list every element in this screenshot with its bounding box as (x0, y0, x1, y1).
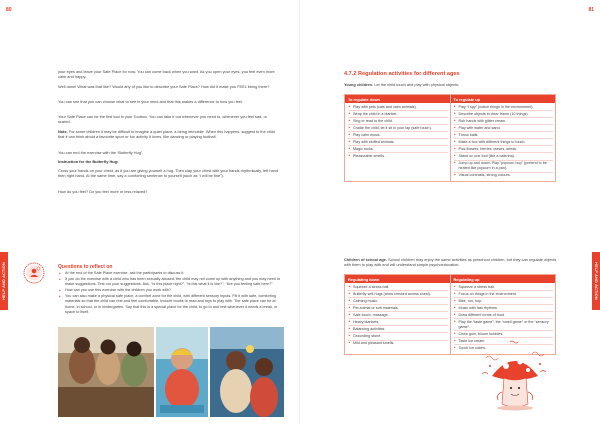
list-item: • Chew gum, bloom bubbles. (454, 332, 554, 338)
side-tab-label: HELP AND ACTION (2, 262, 6, 300)
list-item: • Throw balls. (454, 133, 554, 139)
young-children-label: Young children. (344, 82, 374, 87)
list-item: • Focus on things in the environment. (454, 292, 554, 298)
school-age-label: Children of school age. (344, 257, 388, 262)
right-page-number: 81 (588, 7, 594, 13)
list-item: • Music with fast rhythms. (454, 306, 554, 312)
table-body (345, 103, 555, 181)
paragraph: You can see that you can choose what to see in your mind and that this makes a difference to how you feel. (58, 99, 243, 104)
list-item: • Grounding stone. (348, 334, 448, 340)
young-children-intro (344, 82, 564, 87)
young-children-text: Let the child touch and play with physical objects: (373, 82, 460, 87)
side-tab-label: HELP AND ACTION (594, 262, 598, 300)
photo-children-playing (210, 327, 284, 417)
list-item: • Draw different forms of food. (454, 313, 554, 319)
questions-title: Questions to reflect on (58, 264, 113, 270)
regulate-down-column (345, 103, 450, 181)
list-item: • Sing or read to the child. (348, 119, 448, 125)
note-paragraph (58, 129, 280, 140)
list-item: • Play with pets (cats and calm animals). (348, 105, 448, 111)
note-text: For some children it may be difficult to imagine a quiet place, a being immobile. When this happens, suggest to the child that it can think about a favourite sport or fun activity it loves, like dancing or playing football. (58, 129, 275, 140)
mushroom-character-illustration (478, 338, 552, 414)
side-tab-right (592, 252, 600, 310)
list-item: • If you do the exercise with a child who has been sexually abused, the child may not come up with anything and you may need to make suggestions. Test out your suggestions. Ask, “Is this place right?”, “Is this what it is like?”, “Are you feeling safe here?” (58, 277, 282, 288)
list-item: • Stand on one foot (like a balerina). (454, 154, 554, 160)
butterfly-title: Instruction for the Butterfly Hug: (58, 159, 119, 164)
left-page-number: 80 (6, 7, 12, 13)
paragraph: Your Safe Place can be the first tool in your Toolbox. You can take it out whenever you need to, whenever you feel sad, or scared. (58, 114, 267, 125)
list-item: • Heavy blankets. (348, 320, 448, 326)
table-header (345, 275, 555, 283)
photo-children-bench (58, 327, 154, 417)
list-item: • Mild and pleasant smells. (348, 341, 448, 346)
list-item: • Butterfly self-hugs (arms crossed across chest). (348, 292, 448, 298)
list-item: • Squeeze a stress ball. (348, 285, 448, 291)
list-item: • Play calm music. (348, 133, 448, 139)
list-item: • Describe objects in clear frame (10 things). (454, 112, 554, 118)
reflection-badge-icon (23, 262, 45, 284)
list-item: • Magic rocks. (348, 147, 448, 153)
col-header-regulate-down: To regulate down (348, 96, 380, 102)
list-item: • Taste ice cream. (454, 339, 554, 345)
list-item: • Play the “taste game”, the “smell game” or the “sensory game”. (454, 320, 554, 331)
list-item: • Cradle the child, let it sit in your lap (safe touch). (348, 126, 448, 132)
list-item: • Bike, run, hop. (454, 299, 554, 305)
butterfly-question: How do you feel? Do you feel more or less relaxed? (58, 189, 148, 194)
list-item: • Balancing activities. (348, 327, 448, 333)
list-item: • Calming music. (348, 299, 448, 305)
col-header-regulating-up: Regulating up (450, 275, 556, 283)
list-item: • Squeeze a stress ball. (454, 285, 554, 291)
school-age-intro (344, 257, 564, 268)
list-item: • Pick flowers, berries, leaves, seeds. (454, 147, 554, 153)
young-children-table (344, 94, 556, 182)
list-item: • Safe touch, massage. (348, 313, 448, 319)
list-item: • Play with water and sand. (454, 126, 554, 132)
questions-list (58, 271, 282, 316)
list-item: • Make a box with different things to touch. (454, 140, 554, 146)
list-item: • Wrap the child in a blanket. (348, 112, 448, 118)
right-page (300, 0, 600, 424)
side-tab-left (0, 252, 8, 310)
list-item: • Pet animal or soft materials. (348, 306, 448, 312)
list-item: • You can also make a physical safe place, a comfort zone for the child, with different sensory inputs. Fill it with safe, comforting materials so that the child can rest and feel comfortable. Include books to read and toys to play with. The safe place can be at home, in school, or in kindergarten. Say that this is a special place for the child, to go to and rest whenever it needs a break, or space to itself. (58, 294, 282, 315)
note-label: Note. (58, 129, 68, 134)
butterfly-instruction: Cross your hands on your chest, as if you are giving yourself a hug. Then clap your chest with your hands rhythmically, left hand then right hand. At the same time, say a comforting sentence to yourself (such as “I will be fine”). (58, 168, 279, 179)
list-item: • Play “I spy” (notice things in the environment). (454, 105, 554, 111)
list-item: • Jump up and down. Play “popcorn hop” (pretend to be heated like popcorn in a pan). (454, 161, 554, 172)
school-age-text: School children may enjoy the same activities as preschool children, but they can regulate objects with them to play with and will understand simple psychoeducation. (344, 257, 557, 268)
list-item: • Play with stuffed animals. (348, 140, 448, 146)
list-item: • How can you use this exercise with the children you work with? (58, 288, 282, 293)
paragraph: your eyes and leave your Safe Place for now. You can come back when you want. As you open your eyes, you feel even more calm and happy. (58, 69, 275, 80)
section-title: 4.7.2 Regulation activities for different ages (344, 71, 460, 77)
list-item: • At the end of the Safe Place exercise, ask the participants to discuss it. (58, 271, 282, 276)
list-item: • Touch ice cubes. (454, 346, 554, 351)
photo-child-pool (156, 327, 208, 417)
table-header (345, 95, 555, 103)
list-item: • Pleasurable smells. (348, 154, 448, 159)
paragraph: Well done! What was that like? Would any of you like to describe your Safe Place? How did it make you FEEL being there? (58, 84, 270, 89)
regulate-up-column (450, 103, 556, 181)
col-header-regulating-down: Regulating down (348, 276, 380, 282)
list-item: • Visual contrasts, strong colours. (454, 173, 554, 178)
regulating-down-column (345, 283, 450, 354)
col-header-regulate-up: To regulate up (450, 95, 556, 103)
closing-line: You can end the exercise with the “Butterfly Hug”. (58, 150, 144, 155)
list-item: • Rub hands with glitter cream. (454, 119, 554, 125)
